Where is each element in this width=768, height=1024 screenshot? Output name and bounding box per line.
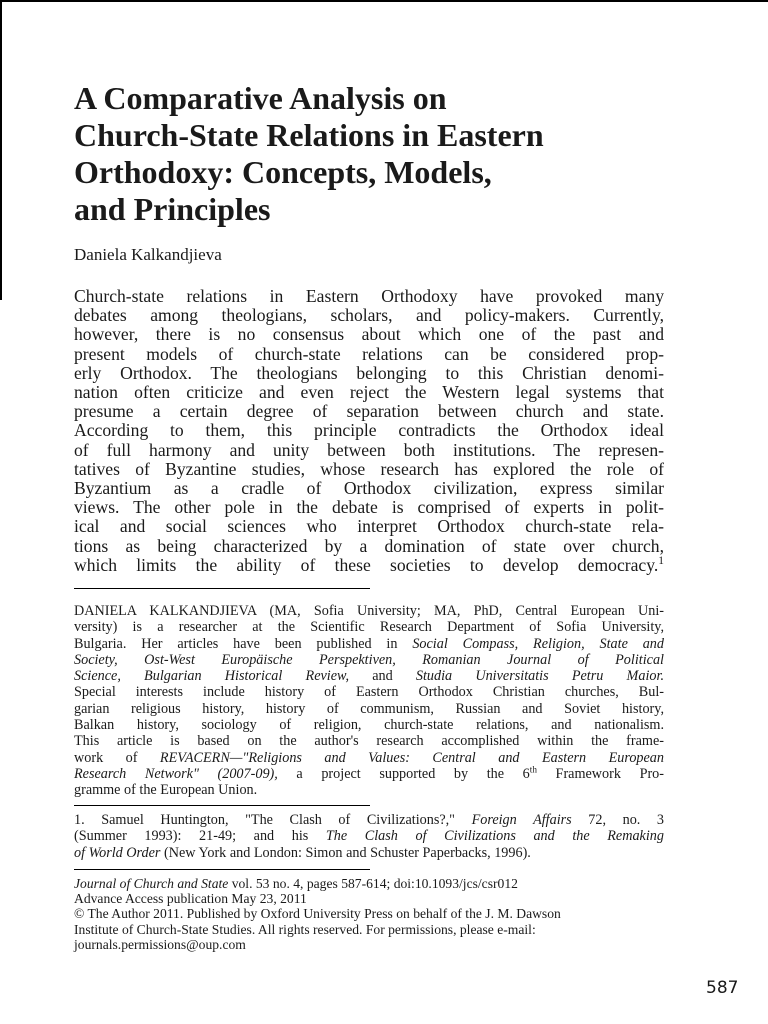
abstract-line: views. The other pole in the debate is comprised of experts in polit- — [74, 497, 664, 518]
ordinal-superscript: th — [529, 764, 537, 775]
bio-italic: Society, Ost-West Europäische Perspektiven, Romanian Journal of Political — [74, 651, 664, 668]
abstract-line: debates among theologians, scholars, and policy-makers. Currently, — [74, 305, 664, 326]
journal-line — [74, 876, 664, 891]
journal-name: Journal of Church and State — [74, 876, 229, 891]
bio-text: a project supported by the 6 — [277, 765, 530, 782]
journal-email[interactable]: journals.permissions@oup.com — [74, 936, 246, 952]
abstract-line: ical and social sciences who interpret Orthodox church-state rela- — [74, 516, 664, 537]
bio-line — [74, 766, 664, 782]
separator-rule — [74, 588, 370, 589]
title-line: Orthodoxy: Concepts, Models, — [74, 154, 492, 190]
footnote-reference[interactable]: 1 — [658, 554, 664, 567]
footnote-text: 72, no. 3 — [571, 812, 664, 828]
bio-line: gramme of the European Union. — [74, 782, 258, 799]
title-line: and Principles — [74, 191, 271, 227]
separator-rule — [74, 805, 370, 806]
bio-line: Balkan history, sociology of religion, church-state relations, and nationalism. — [74, 717, 664, 734]
bio-line — [74, 668, 664, 684]
bio-text: Bulgaria. Her articles have been published in — [74, 635, 413, 652]
abstract-line: nation often criticize and even reject the Western legal systems that — [74, 382, 664, 403]
bio-line: This article is based on the author's research accomplished within the frame- — [74, 733, 664, 750]
journal-text: vol. 53 no. 4, pages 587-614; doi:10.1093/jcs/csr012 — [228, 876, 518, 891]
title-line: Church-State Relations in Eastern — [74, 117, 544, 153]
footnote-text: 1. Samuel Huntington, "The Clash of Civilizations?," — [74, 812, 472, 828]
abstract-paragraph — [74, 287, 664, 575]
abstract-line: According to them, this principle contradicts the Orthodox ideal — [74, 420, 664, 441]
abstract-line-text: which limits the ability of these societies to develop democracy. — [74, 554, 659, 575]
page-left-border — [0, 0, 2, 300]
footnote-text: (Summer 1993): 21-49; and his — [74, 828, 326, 845]
bio-line: DANIELA KALKANDJIEVA (MA, Sofia University; MA, PhD, Central European Uni- — [74, 603, 664, 619]
abstract-line: however, there is no consensus about which one of the past and — [74, 324, 664, 345]
journal-line: Institute of Church-State Studies. All rights reserved. For permissions, please e-mail: — [74, 921, 536, 937]
abstract-line: erly Orthodox. The theologians belonging to this Christian denomi- — [74, 362, 664, 383]
article-title — [74, 80, 714, 228]
abstract-line: of full harmony and unity between both institutions. The represen- — [74, 439, 664, 460]
footnote-1 — [74, 812, 664, 861]
abstract-line: tatives of Byzantine studies, whose research has explored the role of — [74, 458, 664, 479]
bio-italic: Science, Bulgarian Historical Review, — [74, 668, 349, 685]
abstract-line-last — [74, 556, 664, 575]
footnote-text: (New York and London: Simon and Schuster Paperbacks, 1996). — [160, 844, 531, 861]
footnote-italic: of World Order — [74, 844, 161, 861]
bio-line — [74, 636, 664, 652]
page-number: 587 — [706, 978, 739, 998]
bio-line: versity) is a researcher at the Scientific Research Department of Sofia University, — [74, 619, 664, 636]
abstract-line: Byzantium as a cradle of Orthodox civilization, express similar — [74, 478, 664, 499]
journal-line: Advance Access publication May 23, 2011 — [74, 891, 307, 907]
bio-italic: Research Network" (2007-09), — [74, 765, 278, 782]
journal-line: © The Author 2011. Published by Oxford University Press on behalf of the J. M. Dawson — [74, 906, 561, 922]
bio-italic: Social Compass, Religion, State and — [412, 635, 664, 652]
title-line: A Comparative Analysis on — [74, 80, 447, 116]
bio-line: Special interests include history of Eastern Orthodox Christian churches, Bul- — [74, 684, 664, 701]
separator-rule — [74, 869, 370, 870]
bio-italic: Studia Universitatis Petru Maior. — [415, 668, 664, 685]
bio-line — [74, 652, 664, 668]
abstract-line: present models of church-state relations can be considered prop- — [74, 343, 664, 364]
bio-text: work of — [74, 749, 160, 766]
footnote-line — [74, 828, 664, 844]
bio-italic: REVACERN—"Religions and Values: Central and Eastern European — [159, 749, 664, 766]
page-top-border — [0, 0, 768, 2]
journal-citation — [74, 876, 664, 952]
bio-text: and — [349, 668, 416, 685]
footnote-line — [74, 812, 664, 828]
bio-line: garian religious history, history of communism, Russian and Soviet history, — [74, 700, 664, 717]
footnote-italic: The Clash of Civilizations and the Remaking — [325, 828, 664, 845]
bio-text: Framework Pro- — [536, 765, 665, 782]
footnote-line — [74, 845, 664, 861]
footnote-italic: Foreign Affairs — [471, 812, 572, 828]
abstract-line: tions as being characterized by a domination of state over church, — [74, 535, 664, 556]
author-name: Daniela Kalkandjieva — [74, 245, 222, 264]
abstract-line: Church-state relations in Eastern Orthodoxy have provoked many — [74, 286, 664, 306]
author-bio-note — [74, 603, 664, 799]
bio-line — [74, 750, 664, 766]
abstract-line: presume a certain degree of separation between church and state. — [74, 401, 664, 422]
